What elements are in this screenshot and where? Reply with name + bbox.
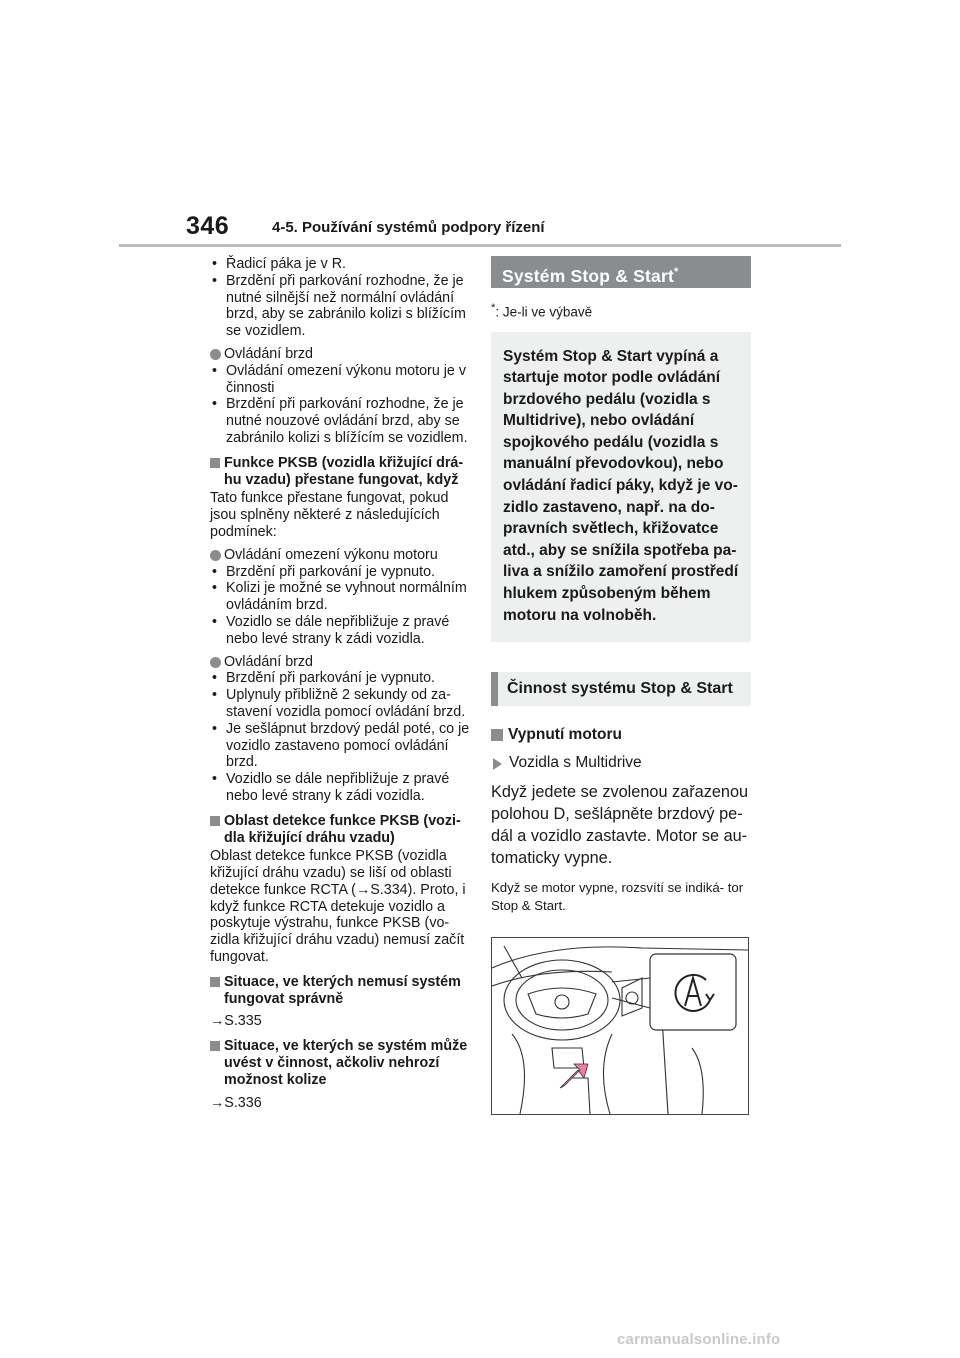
circle-heading-text: Ovládání brzd <box>224 345 314 362</box>
paragraph: Oblast detekce funkce PKSB (vozidla křižující dráhu vzadu) se liší od oblasti detekce funkce RCTA (→S.334). Proto, i když funkce RCTA detekuje vozidlo a poskytuje výstrahu, funkce PKSB (vo- zidla křižující dráhu vzadu) nemusí začít fungovat. <box>210 848 466 966</box>
square-bullet-icon <box>491 729 503 741</box>
chapter-title: Systém Stop & Start <box>502 265 675 286</box>
instruction-paragraph: Když jedete se zvolenou zařazenou polohou D, sešlápněte brzdový pe- dál a vozidlo zastavte. Motor se au- tomaticky vypne. <box>491 783 749 868</box>
circle-heading-text: Ovládání omezení výkonu motoru <box>224 546 438 563</box>
circle-heading-text: Ovládání brzd <box>224 653 314 670</box>
circle-bullet-icon <box>210 349 221 360</box>
right-column <box>491 256 751 1115</box>
intro-box: Systém Stop & Start vypíná a startuje motor podle ovládání brzdového pedálu (vozidla s Multidrive), nebo ovládání spojkového pedálu (vozidla s manuální převodovkou), nebo ovládání řadicí páky, když je vo- zidlo zastaveno, např. na do- pravních světlech, křižovatce atd., aby se snížila spotřeba pa- liva a snížilo zamoření prostředí hlukem způsobeným během motoru na volnoběh. <box>491 332 751 643</box>
page-reference: →S.335 <box>210 1013 262 1030</box>
triangle-bullet-icon <box>493 758 502 770</box>
page-number: 346 <box>186 212 230 240</box>
note-paragraph: Když se motor vypne, rozsvítí se indiká- tor Stop & Start. <box>491 880 744 914</box>
bullet-item: • Kolizi je možné se vyhnout normálním ovládáním brzd. <box>210 580 472 614</box>
page-reference: →S.336 <box>210 1094 262 1111</box>
bullet-item: • Vozidlo se dále nepřibližuje z pravé nebo levé strany k zádi vozidla. <box>210 614 472 648</box>
bullet-item: • Brzdění při parkování rozhodne, že je nutné silnější než normální ovládání brzd, aby se zabránilo kolizi s blížícím se vozidlem. <box>210 273 472 340</box>
section-title: 4-5. Používání systémů podpory řízení <box>272 219 545 236</box>
square-bullet-icon <box>210 977 220 987</box>
sub-title-bar: Činnost systému Stop & Start <box>491 672 751 706</box>
title-asterisk: * <box>674 266 679 278</box>
paragraph: Tato funkce přestane fungovat, pokud jsou splněny některé z následujících podmínek: <box>210 490 449 540</box>
header-divider <box>119 244 841 247</box>
stop-start-indicator-callout <box>650 954 736 1030</box>
dashboard-illustration-svg <box>492 938 748 1114</box>
footnote-asterisk: * <box>491 302 496 314</box>
square-bullet-icon <box>210 458 220 468</box>
circle-heading <box>210 346 472 363</box>
left-column <box>210 256 472 1111</box>
circle-bullet-icon <box>210 657 221 668</box>
subsection-heading <box>210 974 472 1008</box>
condition-text: Vozidla s Multidrive <box>509 754 642 772</box>
bullet-item: • Řadicí páka je v R. <box>210 256 472 273</box>
bullet-item: • Brzdění při parkování je vypnuto. <box>210 670 472 687</box>
watermark-text: carmanualsonline.info <box>617 1331 781 1348</box>
bullet-item: • Uplynuly přibližně 2 sekundy od za- stavení vozidla pomocí ovládání brzd. <box>210 687 472 721</box>
subsection-heading-text: Vypnutí motoru <box>508 726 622 744</box>
bullet-item: • Je sešlápnut brzdový pedál poté, co je vozidlo zastaveno pomocí ovládání brzd. <box>210 721 472 771</box>
subsection-heading-text: Situace, ve kterých se systém může uvést v činnost, ačkoliv nehrozí možnost kolize <box>224 1038 468 1088</box>
bullet-item: • Vozidlo se dále nepřibližuje z pravé nebo levé strany k zádi vozidla. <box>210 771 472 805</box>
subsection-heading <box>210 1038 472 1088</box>
circle-heading <box>210 547 472 564</box>
footnote <box>491 302 751 320</box>
condition-item <box>491 754 751 772</box>
subsection-heading <box>210 813 472 847</box>
chapter-title-bar <box>491 256 751 288</box>
footnote-text: : Je-li ve výbavě <box>495 304 593 320</box>
subsection-heading-text: Funkce PKSB (vozidla křižující drá- hu vzadu) přestane fungovat, když <box>224 454 464 488</box>
bullet-item: • Brzdění při parkování rozhodne, že je nutné nouzové ovládání brzd, aby se zabránilo kolizi s blížícím se vozidlem. <box>210 396 472 446</box>
subsection-heading-text: Oblast detekce funkce PKSB (vozi- dla křižující dráhu vzadu) <box>224 812 461 846</box>
subsection-heading <box>210 455 472 489</box>
bullet-item: • Brzdění při parkování je vypnuto. <box>210 564 472 581</box>
subsection-heading <box>491 726 751 744</box>
square-bullet-icon <box>210 816 220 826</box>
bullet-item: • Ovládání omezení výkonu motoru je v činnosti <box>210 363 472 397</box>
subsection-heading-text: Situace, ve kterých nemusí systém fungovat správně <box>224 973 461 1007</box>
page-header <box>0 0 960 250</box>
square-bullet-icon <box>210 1041 220 1051</box>
circle-bullet-icon <box>210 550 221 561</box>
dashboard-illustration <box>491 937 749 1115</box>
circle-heading <box>210 654 472 671</box>
